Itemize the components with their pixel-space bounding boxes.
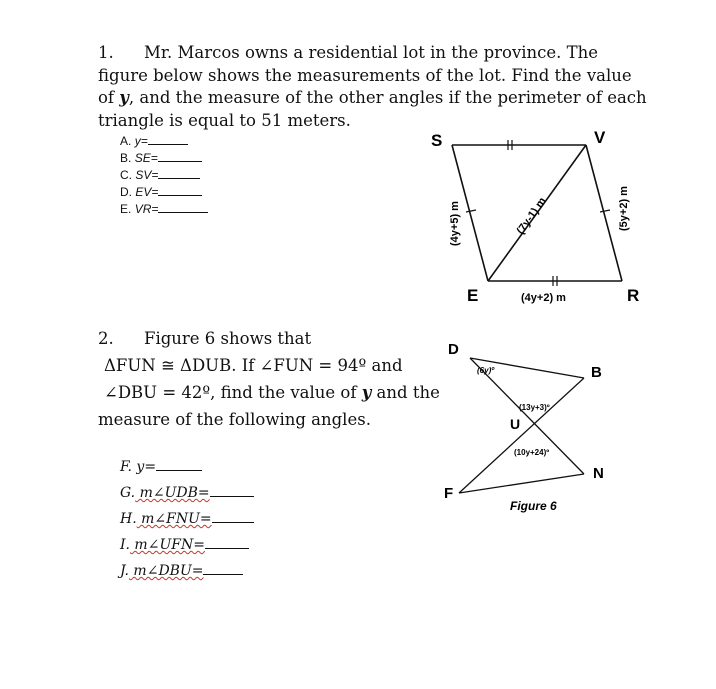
vertex-U: U (510, 416, 521, 432)
answer-d: D. EV= (120, 183, 208, 200)
segment-FN (459, 474, 584, 493)
problem-2-number: 2. (98, 329, 114, 348)
vertex-F: F (444, 485, 454, 502)
tick-mark (600, 210, 610, 212)
problem-2-answers (120, 454, 254, 584)
label-ER: (4y+2) m (521, 292, 566, 304)
vertex-R: R (627, 286, 640, 305)
tick-mark (466, 210, 476, 212)
variable-y: y (361, 383, 372, 402)
problem-2-text: 2. Figure 6 shows that ΔFUN ≅ ΔDUB. If ∠FUN = 94º and ∠DBU = 42º, find the value of y and the measure of the following angles. (98, 325, 440, 433)
vertex-N: N (593, 465, 604, 482)
vertex-S: S (431, 131, 443, 150)
answer-j: J. m∠DBU= (120, 558, 254, 584)
segment-BF (459, 378, 584, 493)
side-VR (586, 145, 622, 281)
answer-f: F. y= (120, 454, 254, 480)
variable-y: y (119, 88, 129, 107)
answer-i: I. m∠UFN= (120, 532, 254, 558)
answer-c: C. SV= (120, 166, 208, 183)
vertex-E: E (467, 286, 479, 305)
label-EV: (7y-1) m (514, 195, 549, 237)
vertex-V: V (594, 128, 606, 147)
vertex-B: B (591, 364, 602, 381)
answer-g: G. m∠UDB= (120, 480, 254, 506)
answer-blank[interactable] (205, 536, 249, 549)
label-VR: (5y+2) m (618, 186, 630, 231)
answer-b: B. SE= (120, 149, 208, 166)
answer-blank[interactable] (156, 458, 202, 471)
vertex-D: D (448, 341, 459, 358)
problem-1-number: 1. (98, 43, 114, 62)
answer-blank[interactable] (210, 484, 254, 497)
angle-label-N: (10y+24)º (514, 448, 550, 457)
label-SE: (4y+5) m (449, 201, 461, 246)
angle-label-B: (13y+3)º (519, 403, 550, 412)
answer-h: H. m∠FNU= (120, 506, 254, 532)
answer-blank[interactable] (203, 562, 243, 575)
answer-e: E. VR= (120, 200, 208, 217)
answer-a: A. y= (120, 132, 208, 149)
answer-blank[interactable] (212, 510, 254, 523)
angle-label-D: (6y)º (477, 366, 495, 375)
figure-caption: Figure 6 (510, 499, 557, 513)
problem-1-text: 1. Mr. Marcos owns a residential lot in the province. The figure below shows the measurements of the lot. Find the value of y, and the measure of the other angles if the perimeter of each triangle is equal to 51 meters. (98, 43, 647, 130)
